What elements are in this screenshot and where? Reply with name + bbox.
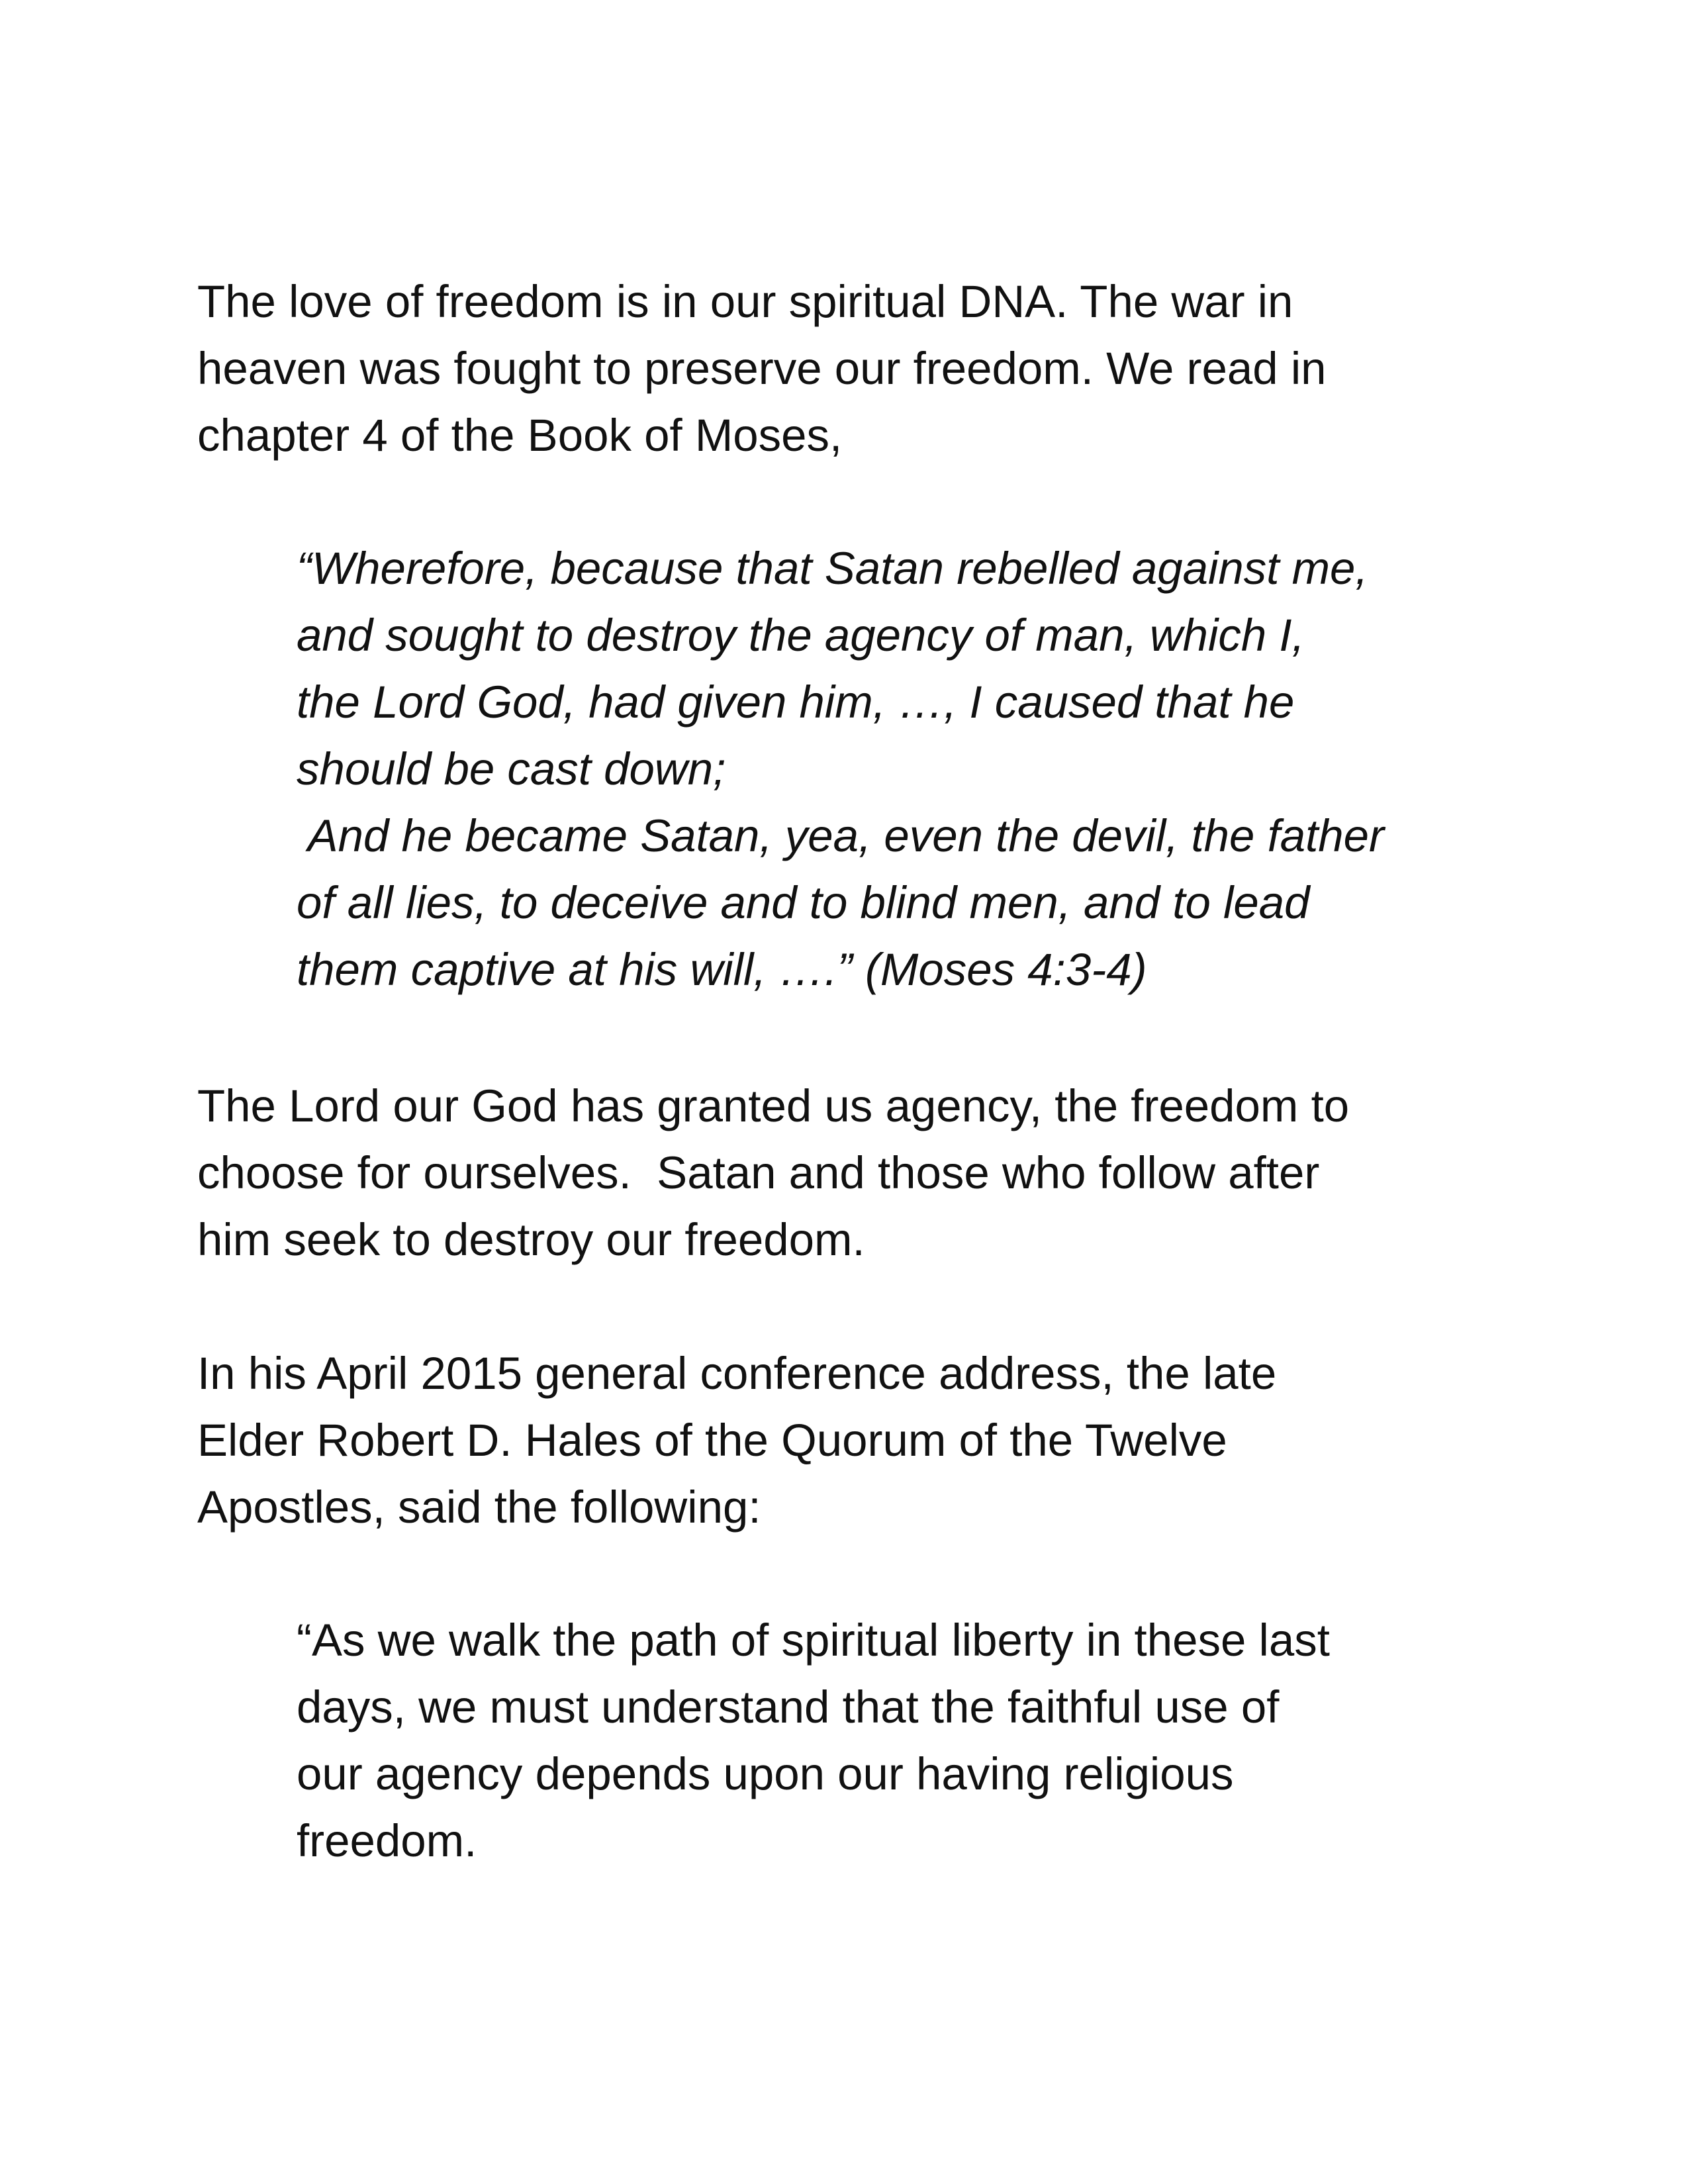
quote-line: And he became Satan, yea, even the devil, the father xyxy=(297,810,1385,861)
quote-line: “Wherefore, because that Satan rebelled against me, xyxy=(297,543,1368,594)
quote-line: our agency depends upon our having religious xyxy=(297,1748,1234,1799)
quote-hales xyxy=(297,1607,1554,1874)
paragraph-agency xyxy=(197,1072,1521,1273)
quote-line: and sought to destroy the agency of man, which I, xyxy=(297,610,1305,661)
quote-line: the Lord God, had given him, …, I caused that he xyxy=(297,677,1295,728)
text-line: chapter 4 of the Book of Moses, xyxy=(197,410,843,461)
quote-moses xyxy=(297,535,1554,1003)
text-line: Elder Robert D. Hales of the Quorum of the Twelve xyxy=(197,1415,1227,1466)
text-line: heaven was fought to preserve our freedom. We read in xyxy=(197,343,1327,394)
quote-line: “As we walk the path of spiritual liberty in these last xyxy=(297,1615,1330,1666)
quote-line: days, we must understand that the faithful use of xyxy=(297,1682,1280,1733)
quote-line: freedom. xyxy=(297,1815,477,1866)
text-line: The love of freedom is in our spiritual DNA. The war in xyxy=(197,276,1293,327)
text-line: him seek to destroy our freedom. xyxy=(197,1214,865,1265)
paragraph-hales xyxy=(197,1340,1521,1541)
text-line: In his April 2015 general conference address, the late xyxy=(197,1348,1277,1399)
quote-line: should be cast down; xyxy=(297,743,726,794)
text-line: Apostles, said the following: xyxy=(197,1482,761,1533)
text-line: The Lord our God has granted us agency, the freedom to xyxy=(197,1080,1350,1131)
quote-line: of all lies, to deceive and to blind men, and to lead xyxy=(297,877,1310,928)
quote-line: them captive at his will, ….” (Moses 4:3-4) xyxy=(297,944,1147,995)
paragraph-freedom-dna xyxy=(197,268,1521,469)
text-line: choose for ourselves. Satan and those who follow after xyxy=(197,1147,1320,1198)
